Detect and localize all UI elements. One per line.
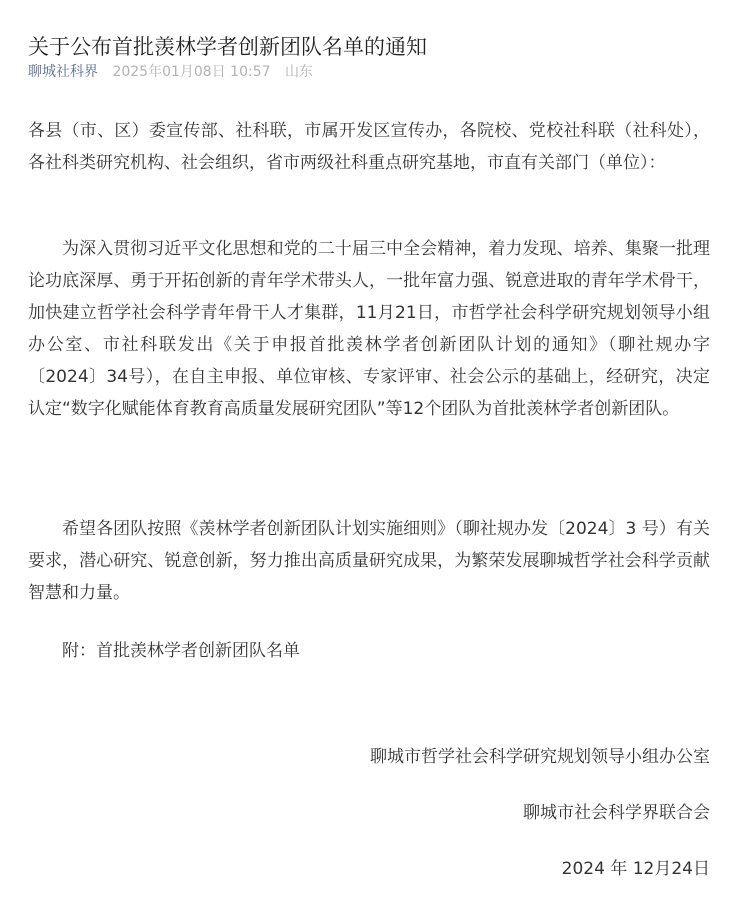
publish-time: 2025年01月08日 10:57 bbox=[112, 64, 271, 80]
article-title: 关于公布首批羡林学者创新团队名单的通知 bbox=[28, 35, 427, 60]
hope-paragraph: 希望各团队按照《羡林学者创新团队计划实施细则》（聊社规办发〔2024〕3 号）有关要求，潜心研究、锐意创新，努力推出高质量研究成果，为繁荣发展聊城哲学社会科学贡献智慧和力量。 bbox=[28, 519, 710, 603]
salutation-paragraph: 各县（市、区）委宣传部、社科联，市属开发区宣传办，各院校、党校社科联（社科处），各社科类研究机构、社会组织，省市两级社科重点研究基地，市直有关部门（单位）： bbox=[28, 121, 710, 173]
main-paragraph: 为深入贯彻习近平文化思想和党的二十届三中全会精神，着力发现、培养、集聚一批理论功底深厚、勇于开拓创新的青年学术带头人，一批年富力强、锐意进取的青年学术骨干，加快建立哲学社会科学青年骨干人才集群，11月21日，市哲学社会科学研究规划领导小组办公室、市社科联发出《关于申报首批羡林学者创新团队计划的通知》（聊社规办字〔2024〕34号），在自主申报、单位审核、专家评审、社会公示的基础上，经研究，决定认定“数字化赋能体育教育高质量发展研究团队”等12个团队为首批羡林学者创新团队。 bbox=[28, 239, 710, 419]
account-name-link[interactable]: 聊城社科界 bbox=[28, 64, 98, 80]
signature-office: 聊城市哲学社会科学研究规划领导小组办公室 bbox=[370, 747, 710, 767]
signature-date: 2024 年 12月24日 bbox=[561, 859, 710, 879]
attachment-line: 附：首批羡林学者创新团队名单 bbox=[62, 641, 300, 661]
signature-federation: 聊城市社会科学界联合会 bbox=[523, 803, 710, 823]
publish-location: 山东 bbox=[284, 64, 313, 80]
article-meta bbox=[28, 62, 313, 82]
